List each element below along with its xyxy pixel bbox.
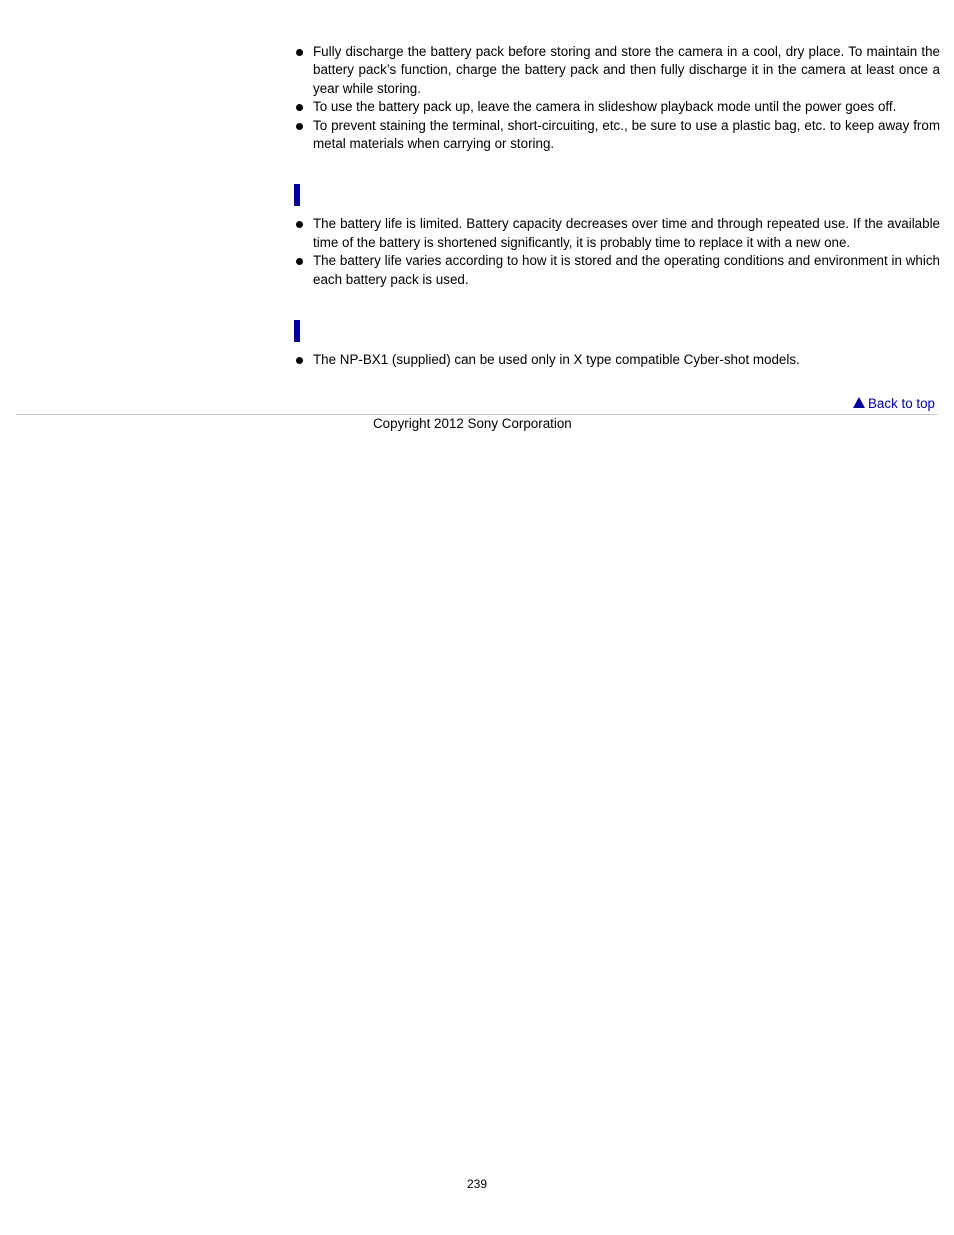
- section-heading-bar: [294, 184, 300, 206]
- list-item: [294, 215, 940, 252]
- compatibility-list: [294, 351, 940, 369]
- up-triangle-icon: [853, 397, 865, 408]
- back-to-top-label: Back to top: [868, 396, 935, 411]
- bullet-dot-icon: [296, 258, 303, 265]
- list-item-text: To use the battery pack up, leave the camera in slideshow playback mode until the power goes off.: [313, 99, 897, 115]
- bullet-dot-icon: [296, 123, 303, 130]
- list-item-text: Fully discharge the battery pack before storing and store the camera in a cool, dry place. To maintain the battery pack’s function, charge the battery pack and then fully discharge it in the camera at least once a year while storing.: [313, 44, 940, 96]
- battery-life-list: [294, 215, 940, 289]
- list-item-text: The battery life is limited. Battery capacity decreases over time and through repeated use. If the available time of the battery is shortened significantly, it is probably time to replace it with a new one.: [313, 216, 940, 250]
- bullet-dot-icon: [296, 104, 303, 111]
- section-heading-bar: [294, 320, 300, 342]
- bullet-dot-icon: [296, 49, 303, 56]
- list-item: [294, 117, 940, 154]
- main-content: [294, 43, 940, 369]
- list-item: [294, 98, 940, 116]
- bullet-dot-icon: [296, 357, 303, 364]
- storage-tips-list: [294, 43, 940, 153]
- page-number: 239: [466, 1177, 488, 1191]
- list-item-text: To prevent staining the terminal, short-circuiting, etc., be sure to use a plastic bag, etc. to keep away from metal materials when carrying or storing.: [313, 117, 940, 152]
- copyright-text: Copyright 2012 Sony Corporation: [373, 416, 572, 431]
- bullet-dot-icon: [296, 221, 303, 228]
- list-item: [294, 351, 940, 369]
- list-item: [294, 252, 940, 289]
- list-item: [294, 43, 940, 98]
- list-item-text: The battery life varies according to how it is stored and the operating conditions and environment in which each battery pack is used.: [313, 253, 940, 287]
- list-item-text: The NP-BX1 (supplied) can be used only in X type compatible Cyber-shot models.: [313, 352, 800, 368]
- back-to-top-link[interactable]: [853, 396, 935, 411]
